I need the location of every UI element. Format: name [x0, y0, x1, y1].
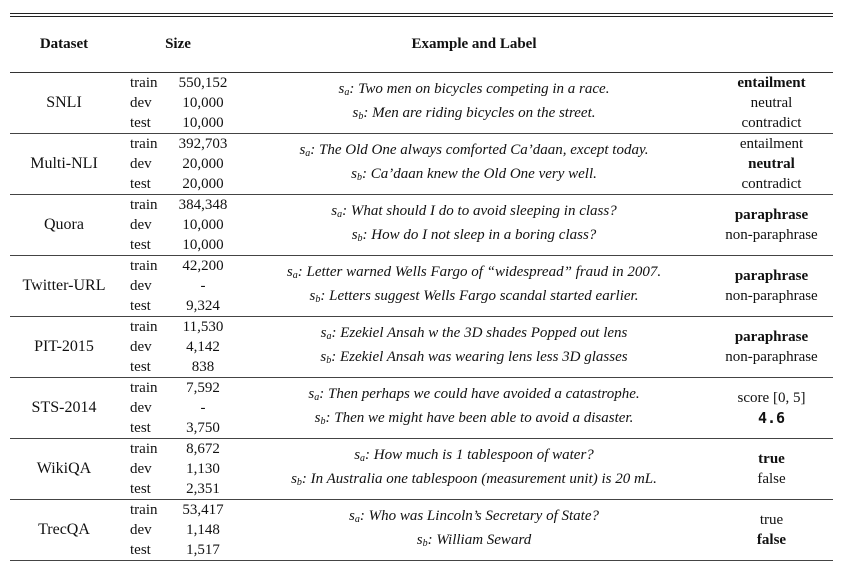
- example-pair: [238, 256, 710, 316]
- label-item: entailment: [739, 136, 804, 152]
- split-label: train: [130, 380, 158, 396]
- split-count: 9,324: [186, 298, 220, 314]
- split-count: 384,348: [178, 197, 228, 213]
- split-counts: [168, 439, 238, 499]
- split-counts: [168, 500, 238, 560]
- sentence-prefix: $s_a$:: [320, 325, 341, 342]
- dataset-name: STS-2014: [31, 399, 97, 416]
- split-count: 11,530: [182, 319, 224, 335]
- sentence-prefix: $s_b$:: [351, 166, 371, 183]
- label-item: paraphrase: [734, 268, 809, 284]
- split-label: test: [130, 481, 151, 497]
- sentence-a: [331, 201, 616, 225]
- sentence-prefix: $s_a$:: [308, 386, 328, 403]
- label-item: contradict: [741, 115, 802, 131]
- split-count: 392,703: [178, 136, 228, 152]
- split-count: -: [200, 278, 206, 294]
- table-row: [10, 73, 833, 133]
- sentence-b-text: How do I not sleep in a boring class?: [371, 227, 597, 243]
- label-item: non-paraphrase: [725, 349, 818, 365]
- split-label: dev: [130, 339, 152, 355]
- label-list: [710, 134, 833, 194]
- header-example: Example and Label: [411, 36, 537, 52]
- table-row: [10, 256, 833, 316]
- sentence-a: [299, 140, 648, 164]
- sentence-a-text: Then perhaps we could have avoided a catastrophe.: [327, 386, 640, 402]
- label-list: [710, 500, 833, 560]
- table-row: [10, 317, 833, 377]
- example-pair: [238, 317, 710, 377]
- split-names: [118, 73, 168, 133]
- label-item: paraphrase: [734, 207, 809, 223]
- example-pair: [238, 195, 710, 255]
- sentence-prefix: $s_b$:: [352, 105, 373, 122]
- split-counts: [168, 378, 238, 438]
- label-item: entailment: [737, 75, 806, 91]
- sentence-prefix: $s_b$:: [416, 532, 437, 549]
- sentence-prefix: $s_a$:: [299, 142, 320, 159]
- split-names: [118, 439, 168, 499]
- sentence-a: [354, 445, 594, 469]
- split-count: 2,351: [186, 481, 220, 497]
- header-dataset: Dataset: [39, 36, 89, 52]
- split-names: [118, 500, 168, 560]
- sentence-prefix: $s_b$:: [314, 410, 335, 427]
- table-row: [10, 195, 833, 255]
- sentence-b: [351, 164, 597, 188]
- table-row: [10, 439, 833, 499]
- row-rule: [10, 560, 833, 561]
- split-label: dev: [130, 461, 152, 477]
- split-label: test: [130, 237, 151, 253]
- example-pair: [238, 73, 710, 133]
- sentence-a-text: Two men on bicycles competing in a race.: [358, 81, 610, 97]
- sentence-prefix: $s_a$:: [354, 447, 374, 464]
- sentence-b: [352, 225, 597, 249]
- sentence-b: [310, 286, 639, 310]
- label-item: score [0, 5]: [737, 390, 806, 406]
- split-count: 10,000: [182, 237, 224, 253]
- split-label: test: [130, 420, 151, 436]
- split-counts: [168, 256, 238, 316]
- sentence-b: [291, 469, 657, 493]
- split-names: [118, 134, 168, 194]
- label-item: neutral: [750, 95, 793, 111]
- split-count: 7,592: [186, 380, 220, 396]
- split-count: 550,152: [178, 75, 228, 91]
- header-size: Size: [165, 36, 191, 52]
- split-count: 1,130: [186, 461, 220, 477]
- split-names: [118, 378, 168, 438]
- sentence-a-text: Who was Lincoln’s Secretary of State?: [368, 508, 599, 524]
- sentence-b-text: Then we might have been able to avoid a disaster.: [334, 410, 634, 426]
- split-count: 10,000: [182, 95, 224, 111]
- label-item: paraphrase: [734, 329, 809, 345]
- label-item: non-paraphrase: [725, 288, 818, 304]
- dataset-name: TrecQA: [38, 521, 90, 538]
- split-count: 42,200: [182, 258, 224, 274]
- split-count: 20,000: [182, 156, 224, 172]
- sentence-prefix: $s_a$:: [349, 508, 369, 525]
- split-count: 53,417: [182, 502, 224, 518]
- sentence-prefix: $s_b$:: [291, 471, 311, 488]
- sentence-b-text: Ca’daan knew the Old One very well.: [370, 166, 597, 182]
- label-list: [710, 317, 833, 377]
- sentence-a: [308, 384, 639, 408]
- split-counts: [168, 195, 238, 255]
- split-label: test: [130, 542, 151, 558]
- sentence-a-text: Letter warned Wells Fargo of “widespread” fraud in 2007.: [306, 264, 662, 280]
- split-label: train: [130, 441, 158, 457]
- label-item: false: [756, 532, 787, 548]
- sentence-b-text: William Seward: [436, 532, 532, 548]
- split-label: train: [130, 136, 158, 152]
- sentence-a: [287, 262, 661, 286]
- split-count: 838: [191, 359, 215, 375]
- sentence-a: [339, 79, 610, 103]
- split-count: 3,750: [186, 420, 220, 436]
- dataset-name: PIT-2015: [34, 338, 94, 355]
- label-item: contradict: [741, 176, 802, 192]
- split-label: dev: [130, 156, 152, 172]
- split-names: [118, 195, 168, 255]
- dataset-name: SNLI: [46, 94, 82, 111]
- split-label: test: [130, 115, 151, 131]
- split-label: train: [130, 319, 158, 335]
- split-label: dev: [130, 400, 152, 416]
- table-row: [10, 500, 833, 560]
- label-item: false: [757, 471, 786, 487]
- split-count: 8,672: [186, 441, 220, 457]
- table-header: [10, 17, 833, 72]
- sentence-prefix: $s_b$:: [351, 227, 372, 244]
- split-label: dev: [130, 522, 152, 538]
- sentence-b: [417, 530, 531, 554]
- split-counts: [168, 317, 238, 377]
- label-list: [710, 73, 833, 133]
- dataset-name: Quora: [44, 216, 84, 233]
- split-label: dev: [130, 278, 152, 294]
- label-item: non-paraphrase: [725, 227, 818, 243]
- example-pair: [238, 500, 710, 560]
- dataset-name: Twitter-URL: [22, 277, 106, 294]
- sentence-prefix: $s_b$:: [309, 288, 330, 305]
- sentence-a-text: What should I do to avoid sleeping in class?: [350, 203, 617, 219]
- label-list: [710, 195, 833, 255]
- sentence-b: [315, 408, 634, 432]
- sentence-a-text: The Old One always comforted Ca’daan, except today.: [319, 142, 649, 158]
- example-pair: [238, 378, 710, 438]
- sentence-b-text: Ezekiel Ansah was wearing lens less 3D glasses: [339, 349, 628, 365]
- dataset-name: Multi-NLI: [30, 155, 98, 172]
- sentence-b-text: In Australia one tablespoon (measurement unit) is 20 mL.: [310, 471, 657, 487]
- split-label: train: [130, 75, 158, 91]
- example-pair: [238, 134, 710, 194]
- dataset-name: WikiQA: [36, 460, 92, 477]
- sentence-a: [349, 506, 599, 530]
- sentence-b-text: Letters suggest Wells Fargo scandal started earlier.: [329, 288, 639, 304]
- split-label: test: [130, 176, 151, 192]
- table-row: [10, 134, 833, 194]
- sentence-b: [352, 103, 595, 127]
- split-count: -: [200, 400, 206, 416]
- split-count: 1,517: [186, 542, 220, 558]
- label-item: neutral: [748, 156, 795, 172]
- split-count: 20,000: [182, 176, 224, 192]
- dataset-table: [10, 13, 833, 561]
- label-item: true: [758, 451, 785, 467]
- table-body: [10, 73, 833, 561]
- split-label: dev: [130, 217, 152, 233]
- split-label: dev: [130, 95, 152, 111]
- split-label: test: [130, 298, 151, 314]
- split-count: 10,000: [182, 115, 224, 131]
- split-label: train: [130, 197, 158, 213]
- label-list: [710, 439, 833, 499]
- example-pair: [238, 439, 710, 499]
- sentence-prefix: $s_a$:: [286, 264, 307, 281]
- split-counts: [168, 73, 238, 133]
- split-count: 1,148: [186, 522, 220, 538]
- split-label: test: [130, 359, 151, 375]
- sentence-a-text: Ezekiel Ansah w the 3D shades Popped out lens: [340, 325, 628, 341]
- sentence-prefix: $s_a$:: [338, 81, 359, 98]
- sentence-a-text: How much is 1 tablespoon of water?: [373, 447, 594, 463]
- split-count: 10,000: [182, 217, 224, 233]
- label-list: [710, 378, 833, 438]
- split-counts: [168, 134, 238, 194]
- sentence-a: [321, 323, 628, 347]
- sentence-prefix: $s_b$:: [320, 349, 340, 366]
- label-list: [710, 256, 833, 316]
- split-count: 4,142: [186, 339, 220, 355]
- sentence-prefix: $s_a$:: [331, 203, 351, 220]
- split-names: [118, 317, 168, 377]
- sentence-b-text: Men are riding bicycles on the street.: [372, 105, 596, 121]
- split-label: train: [130, 502, 158, 518]
- split-label: train: [130, 258, 158, 274]
- split-names: [118, 256, 168, 316]
- label-item: true: [759, 512, 784, 528]
- label-item: 4.6: [757, 409, 786, 427]
- table-row: [10, 378, 833, 438]
- sentence-b: [320, 347, 627, 371]
